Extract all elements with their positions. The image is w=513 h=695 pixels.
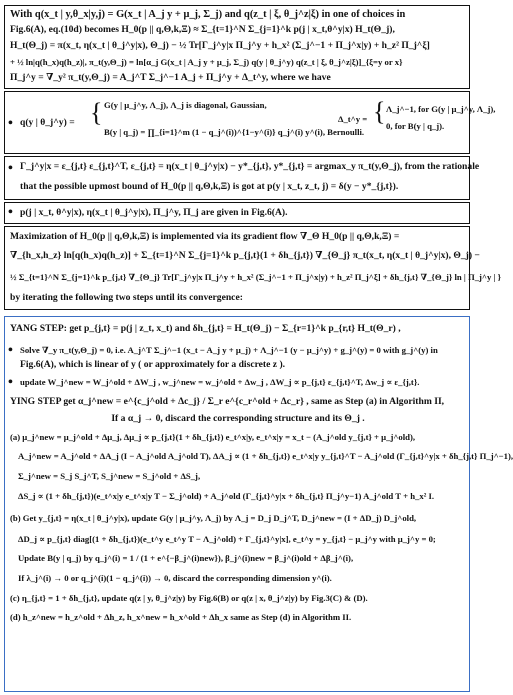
bullet-icon: • [8, 343, 13, 358]
gaussian-row: G(y | μ_j^y, Λ_j), Λ_j is diagonal, Gaussian, [104, 100, 267, 110]
objective-line-2: Fig.6(A), eq.(10d) becomes H_0(p || q,Θ,k,Ξ) ≈ Σ_{t=1}^N Σ_{j=1}^k p(j | x_t,θ^y|x) H_t(Θ_j), [10, 24, 395, 35]
gamma-line-1: Γ_j^y|x = ε_{j,t} ε_{j,t}^T, ε_{j,t} = η(x_t | θ_j^y|x) − y*_{j,t}, y*_{j,t} = argmax_y π_t(y,Θ_j), from the rationale [20, 161, 480, 172]
prior-label: q(y | θ_j^y) = [20, 117, 75, 128]
left-brace-icon: { [90, 98, 103, 127]
delta-gaussian: Λ_j^−1, for G(y | μ_j^y, Λ_j), [386, 104, 496, 114]
yang-solve-line-1: Solve ∇_y π_t(y,Θ_j) = 0, i.e. A_j^T Σ_j^−1 (x_t − A_j y + μ_j) + Λ_j^−1 (y − μ_j^y) + g_j^(y) = 0 with g_j^(y) in [20, 345, 438, 355]
objective-line-3: H_t(Θ_j) = π(x_t, η(x_t | θ_j^y|x), Θ_j) − ½ Tr[Γ_j^y|x Π_j^y + h_x² (Σ_j^−1 + Π_j^x|y) + h_z² Π_j^ξ] [10, 40, 430, 51]
objective-line-4: + ½ ln|q(h_x)q(h_z)|, π_t(y,Θ_j) = ln[α_j G(x_t | A_j y + μ_j, Σ_j) q(y | θ_j^y) q(z_t | ξ, θ_j^z|ξ)]_{ξ=y or x} [10, 57, 403, 67]
maximization-line-4: by iterating the following two steps until its convergence: [10, 292, 243, 303]
step-a-line-4: ΔS_j ∝ (1 + δh_{j,t})(e_t^x|y e_t^x|y T − Σ_j^old) + A_j^old (Γ_{j,t}^y|x + δh_{j,t} Π_j^y−1) A_j^old T + h_x² I. [18, 491, 435, 501]
ying-step-title: YING STEP get α_j^new = e^{c_j^old + Δc_j} / Σ_r e^{c_r^old + Δc_r} , same as Step (a) in Algorithm II, [10, 396, 445, 407]
maximization-line-1: Maximization of H_0(p || q,Θ,k,Ξ) is implemented via its gradient flow ∇_Θ H_0(p || q,Θ,k,Ξ) = [10, 231, 400, 242]
step-b-line-3: Update B(y | q_j) by q_j^(i) = 1 / (1 + e^{−β_j^(i)new}), β_j^(i)new = β_j^(i)old + Δβ_j^(i), [18, 553, 354, 563]
bullet-icon: • [8, 205, 13, 220]
yang-solve-line-2: Fig.6(A), which is linear of y ( or approximately for a discrete z ). [20, 359, 286, 370]
step-a-line-3: Σ_j^new = S_j S_j^T, S_j^new = S_j^old + ΔS_j, [18, 471, 201, 481]
left-brace-icon: { [373, 97, 386, 126]
step-b-line-4: If λ_j^(i) → 0 or q_j^(i)(1 − q_j^(i)) → 0, discard the corresponding dimension y^(i). [18, 573, 332, 583]
bullet-icon: • [8, 375, 13, 390]
step-d-line: (d) h_z^new = h_z^old + Δh_z, h_x^new = h_x^old + Δh_x same as Step (d) in Algorithm II. [10, 612, 352, 622]
gamma-line-2: that the possible upmost bound of H_0(p || q,Θ,k,Ξ) is got at p(y | x_t, z_t, j) = δ(y − y*_{j,t}). [20, 181, 399, 192]
step-b-line-2: ΔD_j ∝ p_{j,t} diag[(1 + δh_{j,t})(e_t^y e_t^y T − Λ_j^old) + Γ_{j,t}^y|x], e_t^y = y_{j,t} − μ_j^y with μ_j^y = 0; [18, 534, 436, 544]
algorithm-box [4, 316, 513, 692]
yang-update-line: update W_j^new = W_j^old + ΔW_j , w_j^new = w_j^old + Δw_j , ΔW_j ∝ p_{j,t} ε_{j,t}^T, Δw_j ∝ ε_{j,t}. [20, 377, 420, 387]
step-c-line: (c) η_{j,t} = 1 + δh_{j,t}, update q(z | y, θ_j^z|y) by Fig.6(B) or q(z | x, θ_j^z|y) by Fig.3(C) & (D). [10, 593, 368, 603]
step-a-line-1: (a) μ_j^new = μ_j^old + Δμ_j, Δμ_j ∝ p_{j,t}(1 + δh_{j,t}) e_t^x|y, e_t^x|y = x_t − (A_j^old y_{j,t} + μ_j^old), [10, 432, 416, 442]
maximization-line-2: ∇_{h_x,h_z} ln[q(h_x)q(h_z)] + Σ_{t=1}^N Σ_{j=1}^k p_{j,t}(1 + δh_{j,t}) ∇_{Θ_j} π_t(x_t, η(x_t | θ_j^y|x), Θ_j) − [10, 250, 480, 261]
delta-bernoulli: 0, for B(y | q_j). [386, 121, 445, 131]
bullet-icon: • [8, 116, 13, 131]
maximization-line-3: ½ Σ_{t=1}^N Σ_{j=1}^k p_{j,t} ∇_{Θ_j} Tr[Γ_j^y|x Π_j^y + h_x² (Σ_j^−1 + Π_j^x|y) + h_z² Π_j^ξ] + δh_{j,t} ∇_{Θ_j} ln | Π_j^y | } [10, 272, 502, 282]
given-line: p(j | x_t, θ^y|x), η(x_t | θ_j^y|x), Π_j^y, Π_j are given in Fig.6(A). [20, 207, 288, 218]
step-b-line-1: (b) Get y_{j,t} = η(x_t | θ_j^y|x), update G(y | μ_j^y, Λ_j) by Λ_j = D_j D_j^T, D_j^new = (I + ΔD_j) D_j^old, [10, 513, 417, 523]
delta-label: Δ_t^y = [338, 114, 368, 124]
bernoulli-row: B(y | q_j) = ∏_{i=1}^m (1 − q_j^(i))^{1−y^(i)} q_j^(i) y^(i), Bernoulli. [104, 127, 365, 137]
ying-discard-rule: If a α_j → 0, discard the corresponding structure and its Θ_j . [111, 413, 365, 424]
yang-step-title: YANG STEP: get p_{j,t} = p(j | z_t, x_t) and δh_{j,t} = H_t(Θ_j) − Σ_{r=1}^k p_{r,t} H_t(Θ_r) , [10, 323, 401, 334]
bullet-icon: • [8, 161, 13, 176]
step-a-line-2: A_j^new = A_j^old + ΔA_j (I − A_j^old A_j^old T), ΔA_j ∝ (1 + δh_{j,t}) e_t^x|y y_{j,t}^T − A_j^old (Γ_{j,t}^y|x + δh_{j,t} Π_j^−1), [18, 451, 513, 461]
objective-line-1: With q(x_t | y,θ_x|y,j) = G(x_t | A_j y + μ_j, Σ_j) and q(z_t | ξ, θ_j^z|ξ) in one of choices in [10, 9, 406, 20]
objective-line-5: Π_j^y = ∇_y² π_t(y,Θ_j) = A_j^T Σ_j^−1 A_j + Π_j^y + Δ_t^y, where we have [10, 72, 331, 83]
